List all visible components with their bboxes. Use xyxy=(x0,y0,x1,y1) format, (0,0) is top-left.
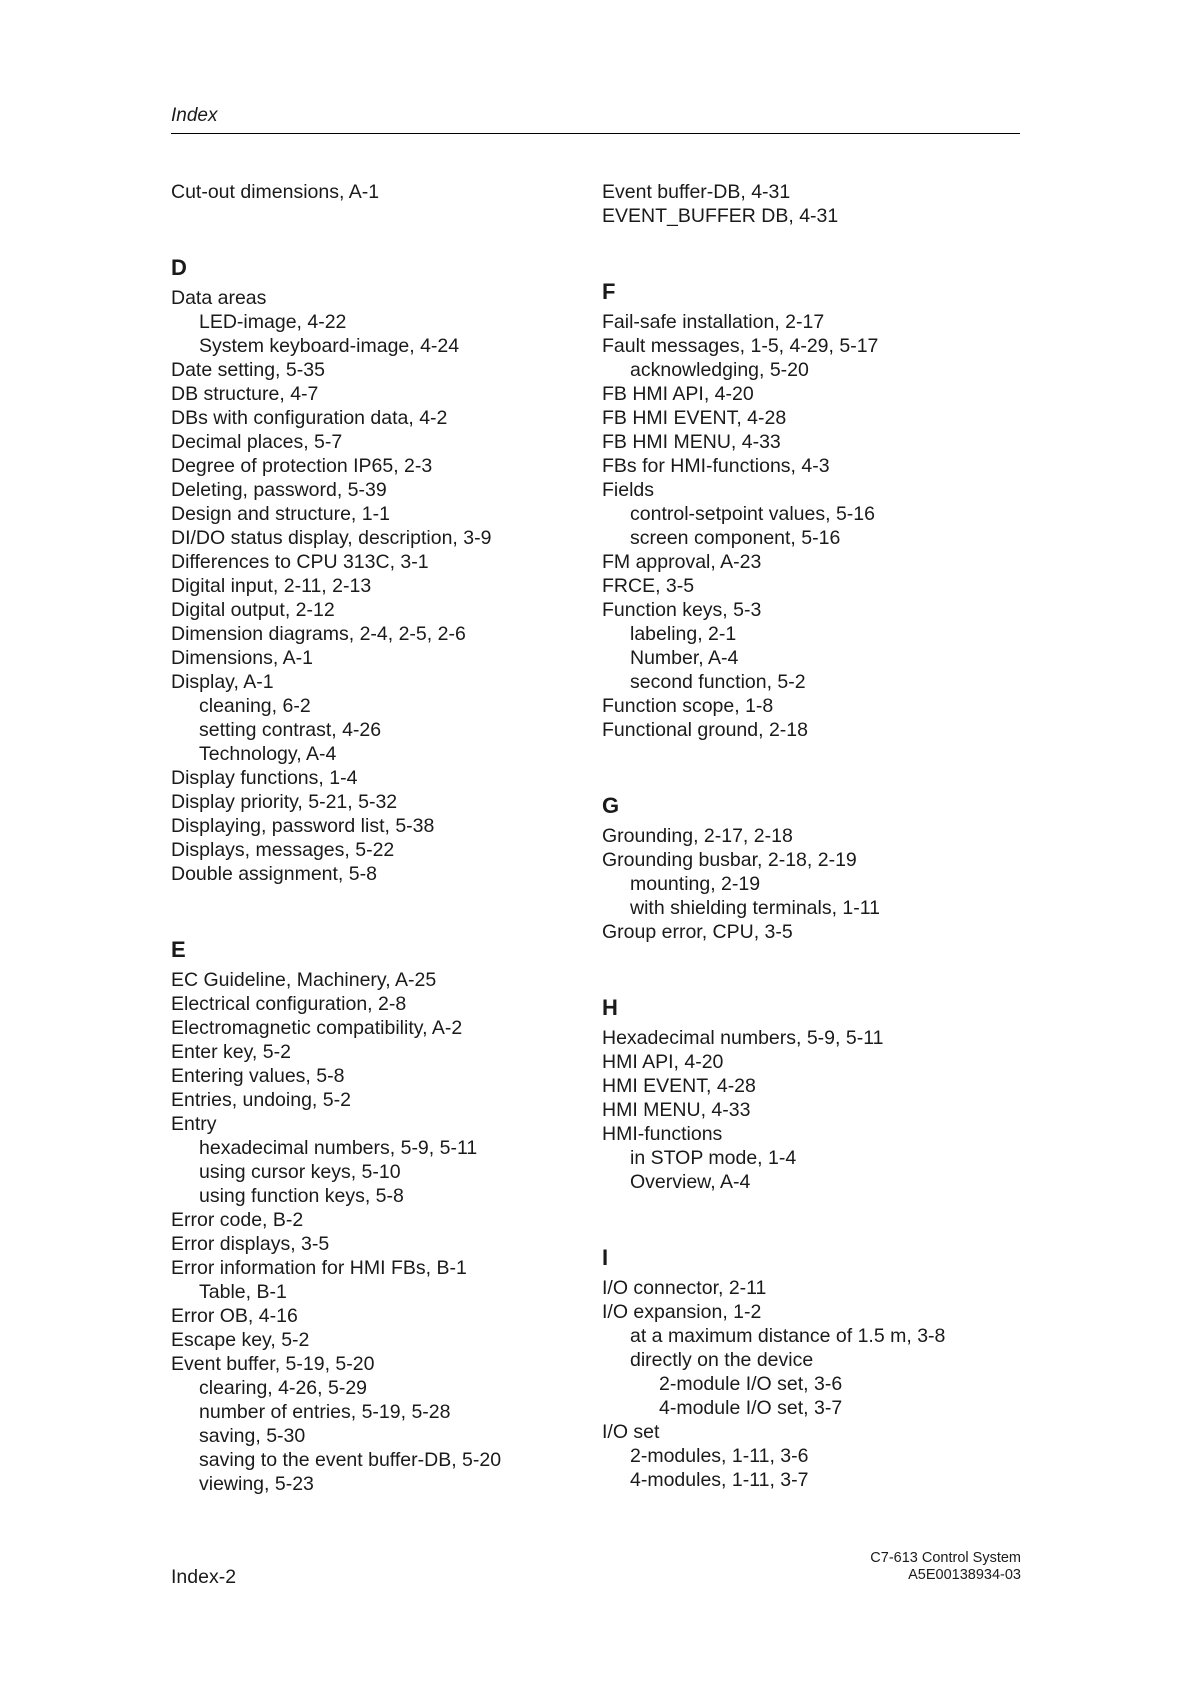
index-entry: HMI MENU, 4-33 xyxy=(602,1099,751,1121)
index-entry: Electromagnetic compatibility, A-2 xyxy=(171,1017,463,1039)
index-subentry: Number, A-4 xyxy=(630,647,739,669)
index-subentry: LED-image, 4-22 xyxy=(199,311,347,333)
index-entry: Displays, messages, 5-22 xyxy=(171,839,395,861)
index-subentry: hexadecimal numbers, 5-9, 5-11 xyxy=(199,1137,478,1159)
index-subentry: cleaning, 6-2 xyxy=(199,695,311,717)
index-entry: Displaying, password list, 5-38 xyxy=(171,815,435,837)
index-entry: Dimensions, A-1 xyxy=(171,647,313,669)
index-subentry: using cursor keys, 5-10 xyxy=(199,1161,401,1183)
index-entry: Error information for HMI FBs, B-1 xyxy=(171,1257,467,1279)
index-subentry: acknowledging, 5-20 xyxy=(630,359,809,381)
index-entry: Functional ground, 2-18 xyxy=(602,719,808,741)
index-entry: Display functions, 1-4 xyxy=(171,767,358,789)
index-entry: Grounding, 2-17, 2-18 xyxy=(602,825,793,847)
index-subentry: 2-modules, 1-11, 3-6 xyxy=(630,1445,809,1467)
index-entry: Data areas xyxy=(171,287,267,309)
index-subentry: 4-modules, 1-11, 3-7 xyxy=(630,1469,809,1491)
index-entry: FB HMI MENU, 4-33 xyxy=(602,431,781,453)
section-gap xyxy=(602,742,1022,766)
document-info xyxy=(870,1550,1021,1584)
header-rule xyxy=(171,133,1020,134)
index-entry: EVENT_BUFFER DB, 4-31 xyxy=(602,205,839,227)
index-entry: Enter key, 5-2 xyxy=(171,1041,291,1063)
index-column-right xyxy=(602,180,1022,1492)
index-entry: I/O expansion, 1-2 xyxy=(602,1301,762,1323)
index-subentry: second function, 5-2 xyxy=(630,671,806,693)
section-gap xyxy=(171,886,591,910)
index-entry: Escape key, 5-2 xyxy=(171,1329,310,1351)
document-number: A5E00138934-03 xyxy=(908,1567,1021,1583)
index-subentry: in STOP mode, 1-4 xyxy=(630,1147,797,1169)
index-entry: HMI EVENT, 4-28 xyxy=(602,1075,756,1097)
index-subentry: directly on the device xyxy=(630,1349,814,1371)
index-entry: Dimension diagrams, 2-4, 2-5, 2-6 xyxy=(171,623,466,645)
index-subentry: Technology, A-4 xyxy=(199,743,337,765)
index-entry: Event buffer, 5-19, 5-20 xyxy=(171,1353,375,1375)
index-entry: FBs for HMI-functions, 4-3 xyxy=(602,455,830,477)
index-entry: Fail-safe installation, 2-17 xyxy=(602,311,825,333)
index-entry: Function keys, 5-3 xyxy=(602,599,762,621)
index-subentry: control-setpoint values, 5-16 xyxy=(630,503,875,525)
index-entry: Differences to CPU 313C, 3-1 xyxy=(171,551,429,573)
index-entry: I/O set xyxy=(602,1421,660,1443)
index-entry: Error code, B-2 xyxy=(171,1209,304,1231)
index-entry: Entries, undoing, 5-2 xyxy=(171,1089,351,1111)
index-entry: DB structure, 4-7 xyxy=(171,383,319,405)
index-subentry: 2-module I/O set, 3-6 xyxy=(659,1373,843,1395)
index-entry: Fields xyxy=(602,479,655,501)
index-entry: Group error, CPU, 3-5 xyxy=(602,921,793,943)
index-entry: EC Guideline, Machinery, A-25 xyxy=(171,969,437,991)
index-section-letter: I xyxy=(602,1245,609,1270)
index-section-letter: G xyxy=(602,793,620,818)
index-subentry: number of entries, 5-19, 5-28 xyxy=(199,1401,451,1423)
index-entry: Display, A-1 xyxy=(171,671,274,693)
index-entry: Error displays, 3-5 xyxy=(171,1233,330,1255)
index-subentry: saving to the event buffer-DB, 5-20 xyxy=(199,1449,502,1471)
index-entry: FRCE, 3-5 xyxy=(602,575,695,597)
index-entry: DI/DO status display, description, 3-9 xyxy=(171,527,492,549)
document-title: C7-613 Control System xyxy=(870,1550,1021,1566)
index-entry: Double assignment, 5-8 xyxy=(171,863,377,885)
index-entry: Digital output, 2-12 xyxy=(171,599,335,621)
index-entry: Electrical configuration, 2-8 xyxy=(171,993,407,1015)
index-entry: Design and structure, 1-1 xyxy=(171,503,390,525)
index-subentry: mounting, 2-19 xyxy=(630,873,761,895)
index-entry: Cut-out dimensions, A-1 xyxy=(171,181,380,203)
index-entry: Deleting, password, 5-39 xyxy=(171,479,387,501)
index-subentry: clearing, 4-26, 5-29 xyxy=(199,1377,368,1399)
index-entry: Grounding busbar, 2-18, 2-19 xyxy=(602,849,857,871)
index-subentry: setting contrast, 4-26 xyxy=(199,719,382,741)
index-entry: FB HMI API, 4-20 xyxy=(602,383,754,405)
index-subentry: with shielding terminals, 1-11 xyxy=(630,897,881,919)
index-subentry: viewing, 5-23 xyxy=(199,1473,314,1495)
index-section-letter: H xyxy=(602,995,618,1020)
page-number: Index-2 xyxy=(171,1566,237,1588)
index-section-letter: E xyxy=(171,937,186,962)
index-entry: DBs with configuration data, 4-2 xyxy=(171,407,448,429)
section-gap xyxy=(171,204,591,228)
index-entry: HMI-functions xyxy=(602,1123,723,1145)
index-subentry: screen component, 5-16 xyxy=(630,527,841,549)
index-entry: Fault messages, 1-5, 4-29, 5-17 xyxy=(602,335,879,357)
section-gap xyxy=(602,228,1022,252)
index-column-left xyxy=(171,180,591,1496)
index-subentry: using function keys, 5-8 xyxy=(199,1185,404,1207)
index-subentry: 4-module I/O set, 3-7 xyxy=(659,1397,843,1419)
index-section-letter: D xyxy=(171,255,187,280)
index-subentry: labeling, 2-1 xyxy=(630,623,737,645)
index-entry: I/O connector, 2-11 xyxy=(602,1277,767,1299)
index-subentry: at a maximum distance of 1.5 m, 3-8 xyxy=(630,1325,946,1347)
index-subentry: Table, B-1 xyxy=(199,1281,287,1303)
index-entry: Function scope, 1-8 xyxy=(602,695,774,717)
section-gap xyxy=(602,944,1022,968)
index-entry: Decimal places, 5-7 xyxy=(171,431,343,453)
index-subentry: Overview, A-4 xyxy=(630,1171,751,1193)
index-entry: FM approval, A-23 xyxy=(602,551,762,573)
index-entry: Display priority, 5-21, 5-32 xyxy=(171,791,398,813)
section-gap xyxy=(602,1194,1022,1218)
index-entry: FB HMI EVENT, 4-28 xyxy=(602,407,787,429)
index-entry: Hexadecimal numbers, 5-9, 5-11 xyxy=(602,1027,884,1049)
index-entry: Digital input, 2-11, 2-13 xyxy=(171,575,372,597)
index-subentry: System keyboard-image, 4-24 xyxy=(199,335,460,357)
index-section-letter: F xyxy=(602,279,616,304)
index-entry: Event buffer-DB, 4-31 xyxy=(602,181,791,203)
index-entry: Error OB, 4-16 xyxy=(171,1305,298,1327)
index-entry: Entry xyxy=(171,1113,217,1135)
index-subentry: saving, 5-30 xyxy=(199,1425,306,1447)
index-entry: Date setting, 5-35 xyxy=(171,359,325,381)
index-entry: Degree of protection IP65, 2-3 xyxy=(171,455,433,477)
index-entry: HMI API, 4-20 xyxy=(602,1051,724,1073)
index-entry: Entering values, 5-8 xyxy=(171,1065,345,1087)
running-header-title: Index xyxy=(171,105,218,126)
